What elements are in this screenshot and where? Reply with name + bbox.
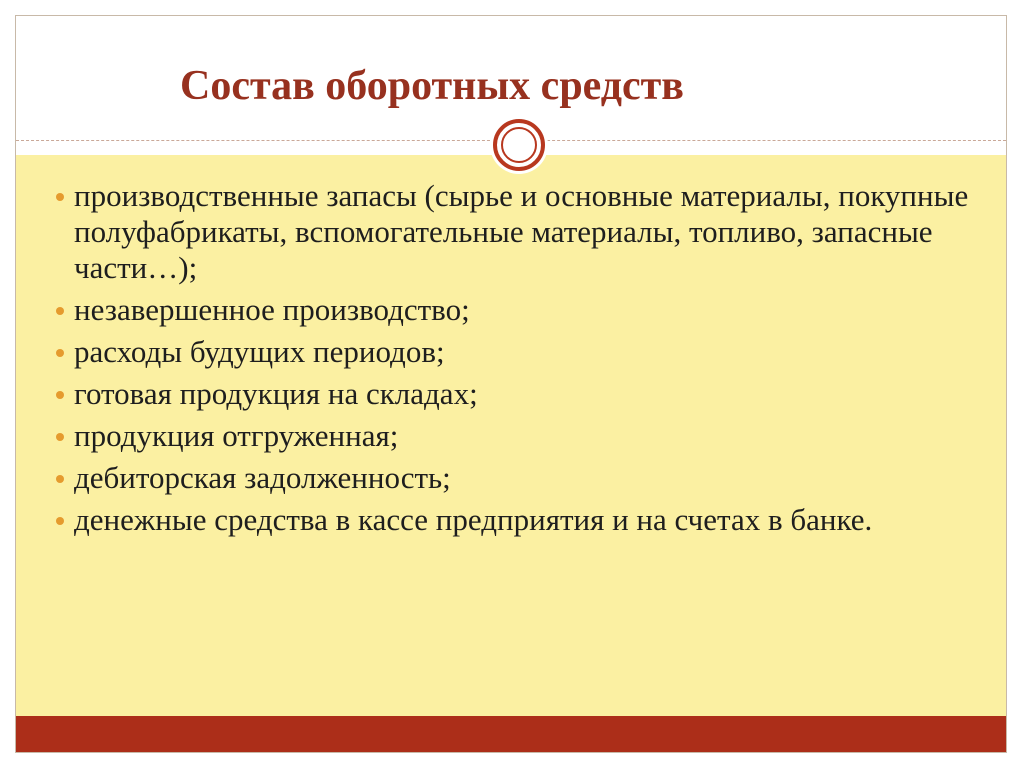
list-item: [56, 178, 986, 286]
circle-ornament-icon: [490, 116, 548, 174]
list-item-text: денежные средства в кассе предприятия и на счетах в банке.: [74, 502, 873, 537]
bullet-dot-icon: [56, 349, 64, 357]
bullet-dot-icon: [56, 517, 64, 525]
slide-title: Состав оборотных средств: [180, 63, 684, 109]
bullet-dot-icon: [56, 391, 64, 399]
list-item: [56, 502, 986, 538]
list-item: [56, 334, 986, 370]
bullet-dot-icon: [56, 307, 64, 315]
list-item: [56, 292, 986, 328]
bottom-bar: [16, 716, 1006, 753]
bullet-dot-icon: [56, 193, 64, 201]
list-item-text: дебиторская задолженность;: [74, 460, 451, 495]
list-item-text: продукция отгруженная;: [74, 418, 399, 453]
list-item: [56, 460, 986, 496]
list-item: [56, 376, 986, 412]
bullet-dot-icon: [56, 433, 64, 441]
list-item-text: незавершенное производство;: [74, 292, 470, 327]
list-item-text: готовая продукция на складах;: [74, 376, 478, 411]
bullet-dot-icon: [56, 475, 64, 483]
bullet-list: [56, 178, 986, 544]
list-item-text: расходы будущих периодов;: [74, 334, 445, 369]
list-item-text: производственные запасы (сырье и основные материалы, покупные полуфабрикаты, вспомогательные материалы, топливо, запасные части…);: [74, 178, 969, 285]
list-item: [56, 418, 986, 454]
slide: [15, 15, 1007, 753]
